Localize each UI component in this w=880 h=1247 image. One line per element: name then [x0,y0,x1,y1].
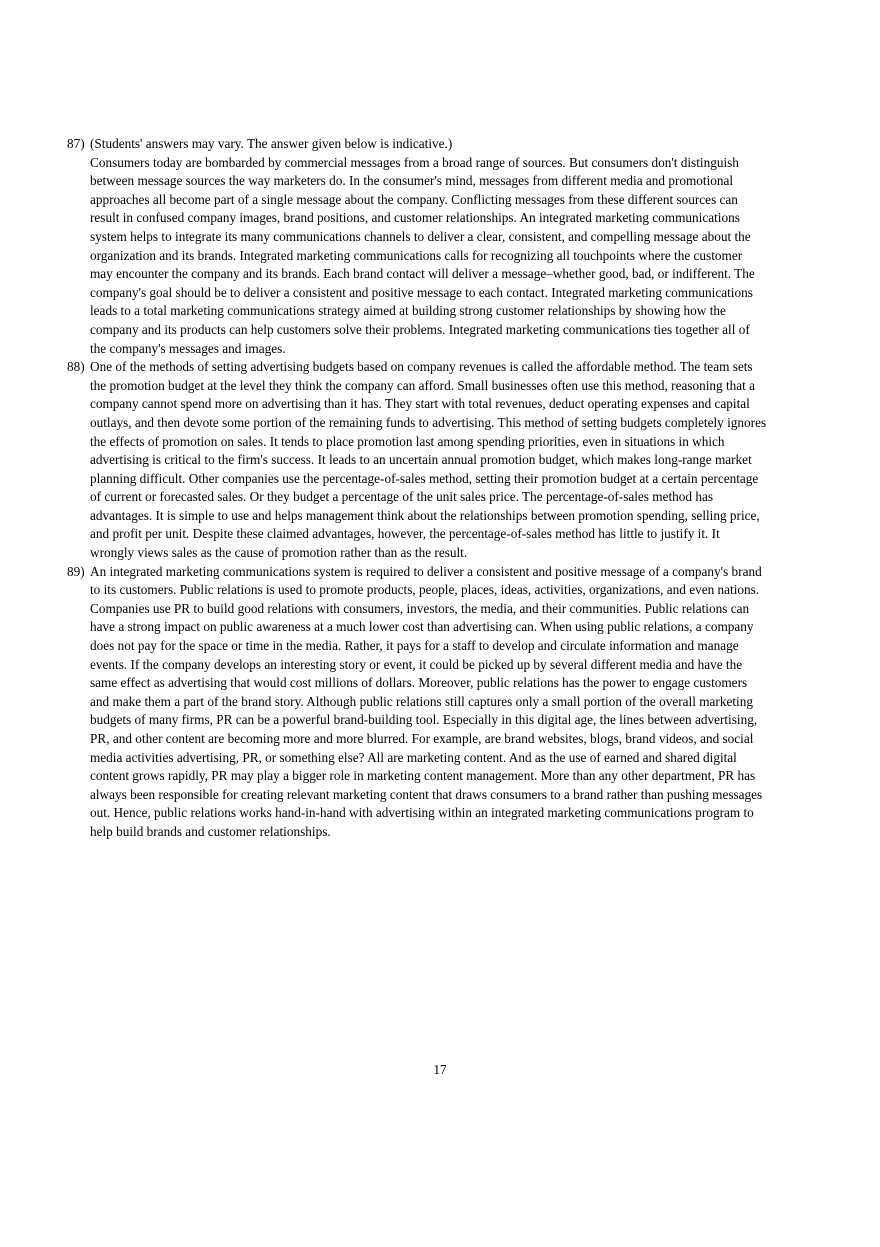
answer-body [90,563,767,842]
answer-number: 89) [67,563,85,579]
answer-body [90,135,767,358]
answer-text: One of the methods of setting advertising budgets based on company revenues is called the affordable method. The team sets the promotion budget at the level they think the company can afford. Small businesses often use this method, reasoning that a company cannot spend more on advertising than it has. They start with total revenues, deduct operating expenses and capital outlays, and then devote some portion of the remaining funds to advertising. This method of setting budgets completely ignores the effects of promotion on sales. It tends to place promotion last among spending priorities, even in situations in which advertising is critical to the firm's success. It leads to an uncertain annual promotion budget, which makes long-range market planning difficult. Other companies use the percentage-of-sales method, setting their promotion budget at a certain percentage of current or forecasted sales. Or they budget a percentage of the unit sales price. The percentage-of-sales method has advantages. It is simple to use and helps management think about the relationships between promotion spending, selling price, and profit per unit. Despite these claimed advantages, however, the percentage-of-sales method has little to justify it. It wrongly views sales as the cause of promotion rather than as the result. [90,359,767,561]
answer-number: 88) [67,359,85,375]
answer-list [67,135,767,842]
answer-text: An integrated marketing communications system is required to deliver a consistent and positive message of a company's brand to its customers. Public relations is used to promote products, people, places, ideas, activities, organizations, and even nations. Companies use PR to build good relations with consumers, investors, the media, and their communities. Public relations can have a strong impact on public awareness at a much lower cost than advertising can. When using public relations, a company does not pay for the space or time in the media. Rather, it pays for a staff to develop and circulate information and manage events. If the company develops an interesting story or event, it could be picked up by several different media and have the same effect as advertising that would cost millions of dollars. Moreover, public relations has the power to engage customers and make them a part of the brand story. Although public relations still captures only a small portion of the overall marketing budgets of many firms, PR can be a powerful brand-building tool. Especially in this digital age, the lines between advertising, PR, and other content are becoming more and more blurred. For example, are brand websites, blogs, brand videos, and social media activities advertising, PR, or something else? All are marketing content. And as the use of earned and shared digital content grows rapidly, PR may play a bigger role in marketing content management. More than any other department, PR has always been responsible for creating relevant marketing content that draws consumers to a brand rather than pushing messages out. Hence, public relations works hand-in-hand with advertising within an integrated marketing communications program to help build brands and customer relationships. [90,563,763,839]
answer-text: Consumers today are bombarded by commercial messages from a broad range of sources. But consumers don't distinguish between message sources the way marketers do. In the consumer's mind, messages from different media and promotional approaches all become part of a single message about the company. Conflicting messages from these different sources can result in confused company images, brand positions, and customer relationships. An integrated marketing communications system helps to integrate its many communications channels to deliver a clear, consistent, and compelling message about the organization and its brands. Integrated marketing communications calls for recognizing all touchpoints where the customer may encounter the company and its brands. Each brand contact will deliver a message–whether good, bad, or indifferent. The company's goal should be to deliver a consistent and positive message to each contact. Integrated marketing communications leads to a total marketing communications strategy aimed at building strong customer relationships by showing how the company and its products can help customers solve their problems. Integrated marketing communications ties together all of the company's messages and images. [90,154,755,356]
page-number: 17 [433,1062,447,1077]
answer-note: (Students' answers may vary. The answer given below is indicative.) [90,136,453,151]
answer-89 [67,563,767,842]
answer-number: 87) [67,136,85,151]
answer-body [90,358,767,563]
answer-88 [67,358,767,563]
answer-87 [67,135,767,358]
